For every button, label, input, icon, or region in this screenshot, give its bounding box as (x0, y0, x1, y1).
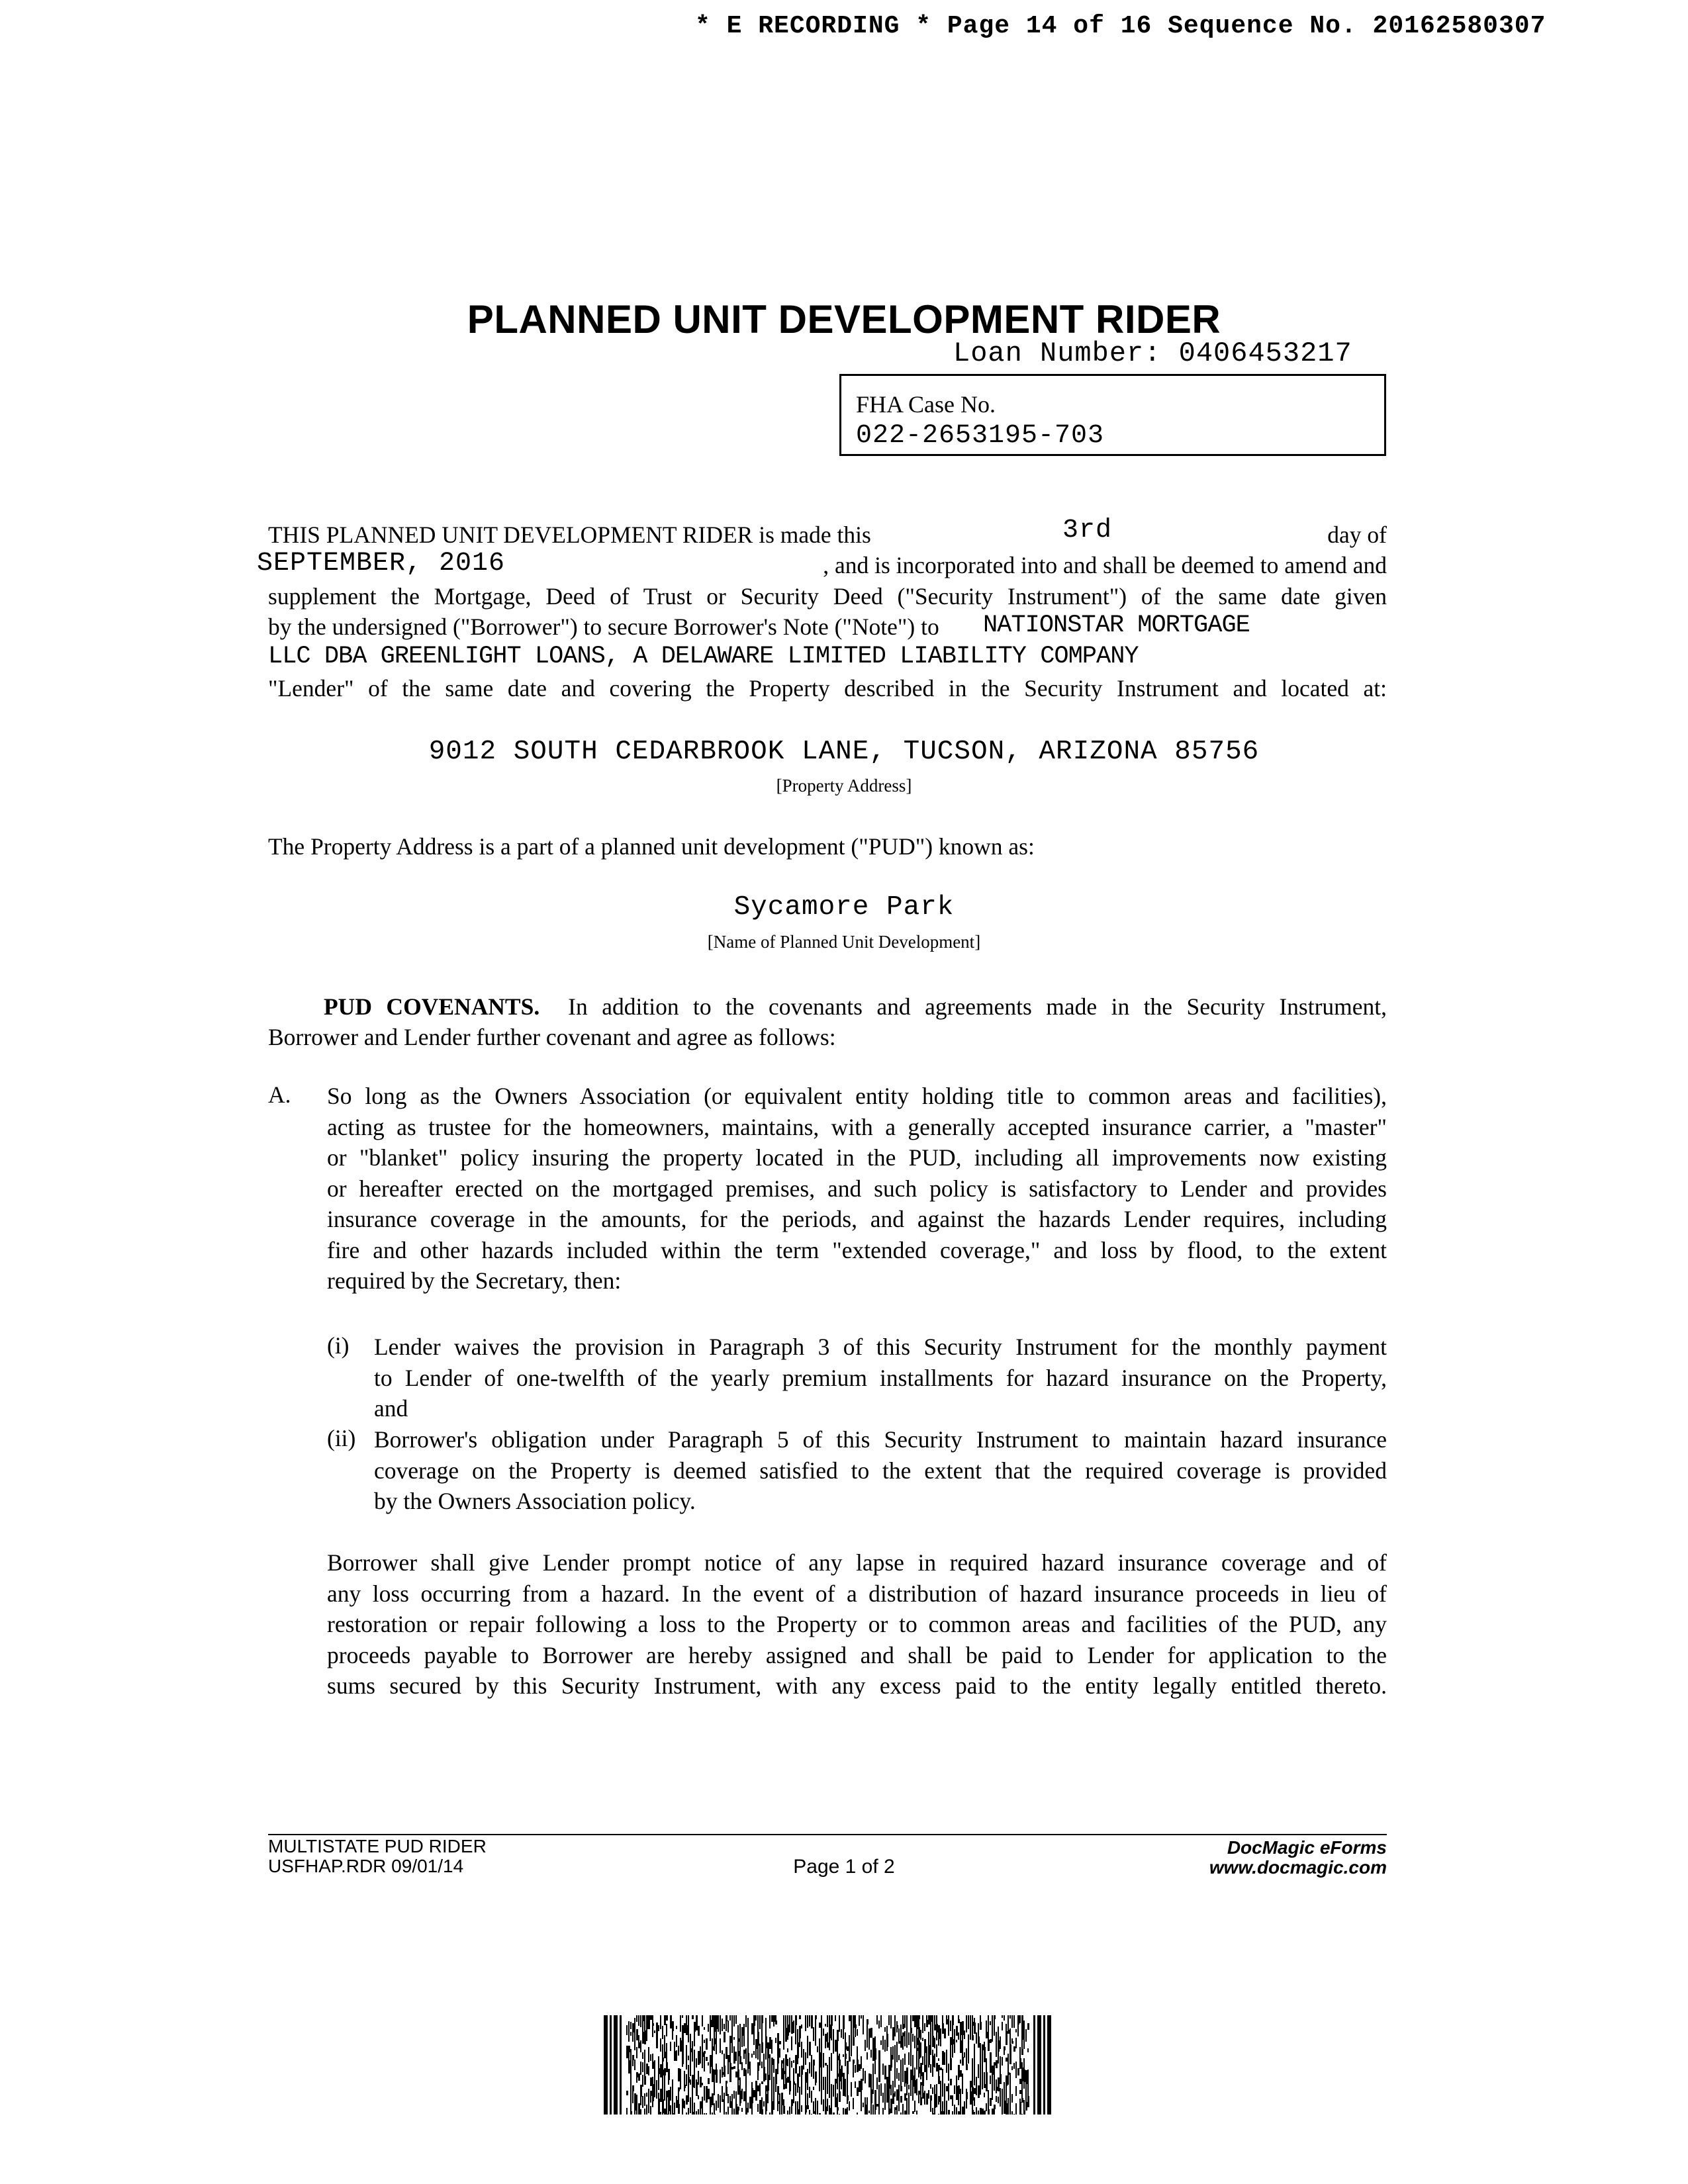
lender-name-line-1: NATIONSTAR MORTGAGE (983, 612, 1250, 639)
section-a-line: insurance coverage in the amounts, for the periods, and against the hazards Lender requires, including (327, 1206, 1387, 1232)
item-i-line: and (374, 1395, 408, 1422)
closing-line: restoration or repair following a loss to the Property or to common areas and facilities of the PUD, any (327, 1611, 1387, 1637)
section-a-line: or "blanket" policy insuring the property located in the PUD, including all improvements now existing (327, 1144, 1387, 1171)
barcode-image (604, 2015, 1051, 2115)
closing-line: sums secured by this Security Instrument, with any excess paid to the entity legally entitled thereto. (327, 1672, 1387, 1699)
pud-name-label: [Name of Planned Unit Development] (707, 932, 981, 952)
item-i-marker: (i) (327, 1332, 350, 1359)
section-a-line: fire and other hazards included within the term "extended coverage," and loss by flood, to the extent (327, 1236, 1387, 1263)
closing-line: Borrower shall give Lender prompt notice of any lapse in required hazard insurance coverage and of (327, 1549, 1387, 1576)
intro-line: THIS PLANNED UNIT DEVELOPMENT RIDER is made this (268, 522, 871, 548)
closing-line: proceeds payable to Borrower are hereby assigned and shall be paid to Lender for application to the (327, 1641, 1387, 1668)
fha-case-number: 022-2653195-703 (856, 421, 1105, 451)
footer-form-code: USFHAP.RDR 09/01/14 (268, 1856, 464, 1876)
loan-number: Loan Number: 0406453217 (953, 338, 1352, 369)
item-i-line: Lender waives the provision in Paragraph 3 of this Security Instrument for the monthly payment (374, 1334, 1387, 1360)
fha-case-label: FHA Case No. (856, 391, 996, 418)
section-a-line: required by the Secretary, then: (327, 1267, 622, 1294)
footer-website: www.docmagic.com (1209, 1857, 1387, 1878)
section-a-line: So long as the Owners Association (or equivalent entity holding title to common areas and facilities), (327, 1083, 1387, 1109)
pud-intro: The Property Address is a part of a planned unit development ("PUD") known as: (268, 833, 1035, 860)
footer-form-name: MULTISTATE PUD RIDER (268, 1836, 487, 1856)
covenants-text: In addition to the covenants and agreements made in the Security Instrument, (568, 993, 1387, 1020)
property-address-label: [Property Address] (776, 776, 912, 796)
footer-page-number: Page 1 of 2 (793, 1856, 895, 1878)
document-title: PLANNED UNIT DEVELOPMENT RIDER (467, 297, 1221, 341)
intro-line: supplement the Mortgage, Deed of Trust or Security Deed ("Security Instrument") of the same date given (268, 583, 1387, 610)
footer-divider (268, 1834, 1387, 1835)
intro-line: "Lender" of the same date and covering the Property described in the Security Instrument and located at: (268, 675, 1387, 702)
fha-case-box (839, 374, 1386, 456)
item-ii-line: by the Owners Association policy. (374, 1488, 696, 1514)
section-a-marker: A. (268, 1081, 291, 1108)
section-a-line: acting as trustee for the homeowners, maintains, with a generally accepted insurance carrier, a "master" (327, 1113, 1387, 1140)
intro-line: by the undersigned ("Borrower") to secure Borrower's Note ("Note") to (268, 614, 939, 640)
pud-name: Sycamore Park (733, 892, 955, 923)
item-ii-line: coverage on the Property is deemed satisfied to the extent that the required coverage is provided (374, 1457, 1387, 1484)
item-ii-marker: (ii) (327, 1425, 356, 1451)
rider-day: 3rd (1062, 516, 1113, 545)
property-address: 9012 SOUTH CEDARBROOK LANE, TUCSON, ARIZONA 85756 (428, 737, 1260, 767)
closing-line: any loss occurring from a hazard. In the event of a distribution of hazard insurance proceeds in lieu of (327, 1580, 1387, 1607)
covenants-heading: PUD COVENANTS. (324, 993, 540, 1020)
section-a-line: or hereafter erected on the mortgaged premises, and such policy is satisfactory to Lender and provides (327, 1175, 1387, 1202)
item-i-line: to Lender of one-twelfth of the yearly premium installments for hazard insurance on the Property, (374, 1364, 1387, 1391)
covenants-line-2: Borrower and Lender further covenant and agree as follows: (268, 1024, 836, 1050)
footer-brand: DocMagic eForms (1227, 1837, 1387, 1858)
intro-line: day of (1327, 522, 1387, 548)
recording-header: * E RECORDING * Page 14 of 16 Sequence No. 20162580307 (695, 12, 1546, 40)
rider-date: SEPTEMBER, 2016 (257, 549, 506, 578)
intro-line: , and is incorporated into and shall be deemed to amend and (823, 552, 1387, 578)
lender-name-line-2: LLC DBA GREENLIGHT LOANS, A DELAWARE LIMITED LIABILITY COMPANY (268, 643, 1139, 670)
covenants-line-1 (268, 991, 1387, 1023)
item-ii-line: Borrower's obligation under Paragraph 5 of this Security Instrument to maintain hazard insurance (374, 1426, 1387, 1453)
